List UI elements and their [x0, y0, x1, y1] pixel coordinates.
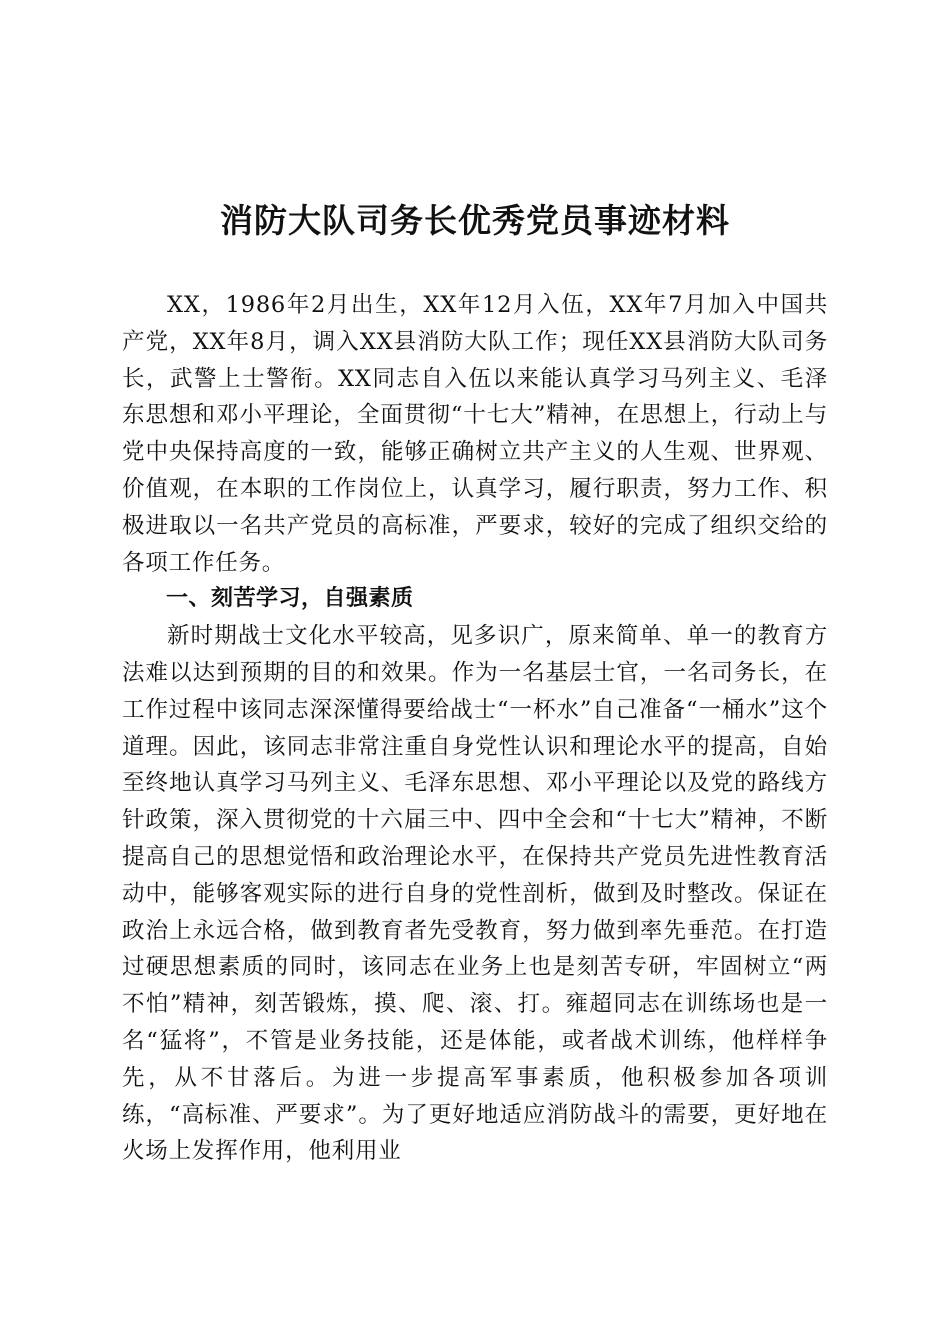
- intro-paragraph: XX，1986年2月出生，XX年12月入伍，XX年7月加入中国共产党，XX年8月，调入XX县消防大队工作；现任XX县消防大队司务长，武警上士警衔。XX同志自入伍以来能认真学习马列主义、毛泽东思想和邓小平理论，全面贯彻“十七大”精神，在思想上，行动上与党中央保持高度的一致，能够正确树立共产主义的人生观、世界观、价值观，在本职的工作岗位上，认真学习，履行职责，努力工作、积极进取以一名共产党员的高标准，严要求，较好的完成了组织交给的各项工作任务。: [122, 292, 828, 576]
- section-paragraph: 新时期战士文化水平较高，见多识广，原来简单、单一的教育方法难以达到预期的目的和效果。作为一名基层士官，一名司务长，在工作过程中该同志深深懂得要给战士“一杯水”自己准备“一桶水”这个道理。因此，该同志非常注重自身党性认识和理论水平的提高，自始至终地认真学习马列主义、毛泽东思想、邓小平理论以及党的路线方针政策，深入贯彻党的十六届三中、四中全会和“十七大”精神，不断提高自己的思想觉悟和政治理论水平，在保持共产党员先进性教育活动中，能够客观实际的进行自身的党性剖析，做到及时整改。保证在政治上永远合格，做到教育者先受教育，努力做到率先垂范。在打造过硬思想素质的同时，该同志在业务上也是刻苦专研，牢固树立“两不怕”精神，刻苦锻炼，摸、爬、滚、打。雍超同志在训练场也是一名“猛将”，不管是业务技能，还是体能，或者战术训练，他样样争先，从不甘落后。为进一步提高军事素质，他积极参加各项训练，“高标准、严要求”。为了更好地适应消防战斗的需要，更好地在火场上发挥作用，他利用业: [122, 623, 828, 1165]
- document-title: 消防大队司务长优秀党员事迹材料: [220, 201, 730, 240]
- section-heading: 一、刻苦学习，自强素质: [166, 586, 414, 612]
- document-body: [122, 287, 828, 1170]
